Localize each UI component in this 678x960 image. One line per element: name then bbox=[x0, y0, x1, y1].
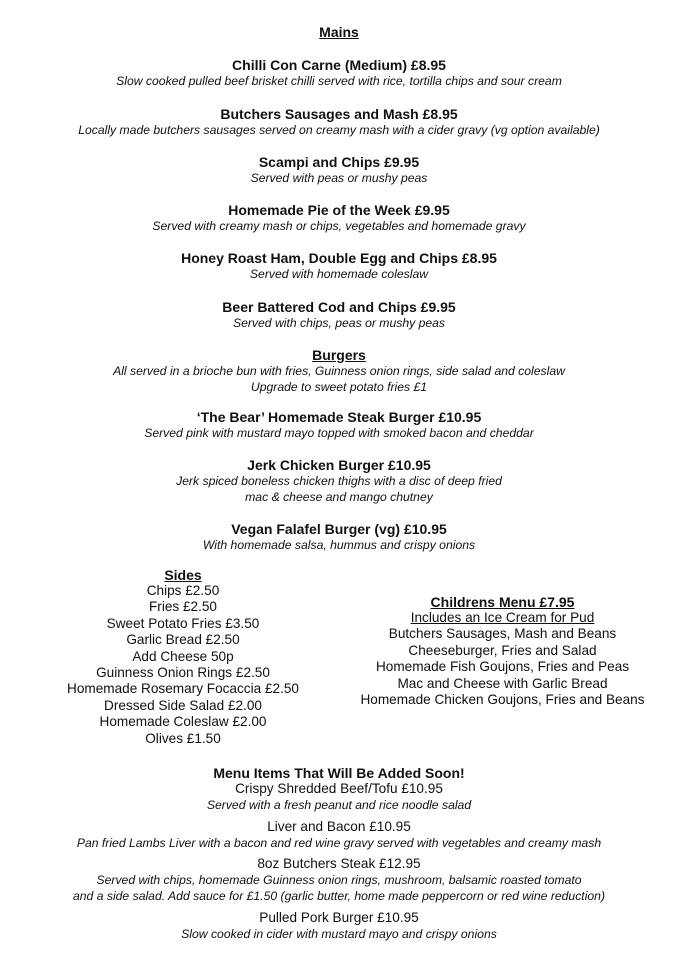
main-item-desc: Served with creamy mash or chips, vegetables and homemade gravy bbox=[152, 219, 526, 233]
soon-item bbox=[0, 819, 678, 851]
soon-item-desc: Slow cooked in cider with mustard mayo and crispy onions bbox=[181, 927, 497, 942]
burger-item-title: Vegan Falafel Burger (vg) £10.95 bbox=[231, 521, 447, 537]
childrens-item: Butchers Sausages, Mash and Beans bbox=[388, 626, 617, 642]
side-item: Olives £1.50 bbox=[145, 730, 221, 746]
burger-item-title: Jerk Chicken Burger £10.95 bbox=[247, 457, 431, 473]
soon-heading: Menu Items That Will Be Added Soon! bbox=[213, 765, 465, 781]
burger-item bbox=[0, 409, 678, 441]
soon-item bbox=[0, 856, 678, 904]
soon-item-title: Liver and Bacon £10.95 bbox=[267, 819, 411, 834]
burger-item-desc: mac & cheese and mango chutney bbox=[245, 490, 433, 504]
burgers-intro-line: Upgrade to sweet potato fries £1 bbox=[250, 380, 428, 394]
main-item-desc: Served with homemade coleslaw bbox=[249, 267, 429, 281]
childrens-item: Homemade Fish Goujons, Fries and Peas bbox=[375, 659, 630, 675]
sides-section bbox=[48, 567, 318, 747]
main-item-desc: Locally made butchers sausages served on creamy mash with a cider gravy (vg option available) bbox=[78, 123, 600, 137]
childrens-item: Homemade Chicken Goujons, Fries and Beans bbox=[360, 692, 645, 708]
childrens-note: Includes an Ice Cream for Pud bbox=[410, 610, 595, 625]
main-item-title: Scampi and Chips £9.95 bbox=[258, 154, 420, 170]
main-item-title: Chilli Con Carne (Medium) £8.95 bbox=[232, 57, 446, 73]
side-item: Guinness Onion Rings £2.50 bbox=[96, 665, 270, 681]
childrens-section bbox=[345, 594, 660, 708]
mains-heading: Mains bbox=[319, 24, 359, 40]
main-item-title: Butchers Sausages and Mash £8.95 bbox=[220, 106, 458, 122]
main-item-desc: Served with chips, peas or mushy peas bbox=[232, 316, 446, 330]
soon-section bbox=[0, 765, 678, 813]
side-item: Garlic Bread £2.50 bbox=[126, 632, 240, 648]
main-item bbox=[0, 57, 678, 89]
soon-item-desc: Pan fried Lambs Liver with a bacon and red wine gravy served with vegetables and creamy mash bbox=[76, 836, 602, 851]
main-item-desc: Served with peas or mushy peas bbox=[250, 171, 428, 185]
burger-item-title: ‘The Bear’ Homemade Steak Burger £10.95 bbox=[196, 409, 482, 425]
side-item: Homemade Coleslaw £2.00 bbox=[99, 714, 267, 730]
childrens-item: Cheeseburger, Fries and Salad bbox=[408, 642, 597, 658]
burger-item-desc: Served pink with mustard mayo topped with smoked bacon and cheddar bbox=[144, 426, 534, 440]
burger-item-desc: Jerk spiced boneless chicken thighs with a disc of deep fried bbox=[176, 474, 502, 488]
main-item bbox=[0, 299, 678, 331]
sides-heading: Sides bbox=[164, 567, 202, 583]
soon-item bbox=[0, 910, 678, 942]
soon-item-title: 8oz Butchers Steak £12.95 bbox=[257, 856, 421, 871]
side-item: Dressed Side Salad £2.00 bbox=[104, 697, 262, 713]
side-item: Chips £2.50 bbox=[146, 583, 220, 598]
main-item-desc: Slow cooked pulled beef brisket chilli served with rice, tortilla chips and sour cream bbox=[116, 74, 562, 88]
soon-item-desc: and a side salad. Add sauce for £1.50 (garlic butter, home made peppercorn or red wine reduction) bbox=[72, 889, 606, 904]
main-item-title: Beer Battered Cod and Chips £9.95 bbox=[222, 299, 456, 315]
main-item bbox=[0, 106, 678, 138]
soon-item-title: Pulled Pork Burger £10.95 bbox=[259, 910, 419, 925]
burger-item bbox=[0, 457, 678, 505]
soon-item-title: Crispy Shredded Beef/Tofu £10.95 bbox=[235, 781, 443, 796]
side-item: Sweet Potato Fries £3.50 bbox=[106, 615, 260, 631]
childrens-item: Mac and Cheese with Garlic Bread bbox=[397, 675, 608, 691]
main-item bbox=[0, 250, 678, 282]
burgers-section bbox=[0, 347, 678, 395]
main-item-title: Honey Roast Ham, Double Egg and Chips £8.95 bbox=[181, 250, 497, 266]
main-item bbox=[0, 154, 678, 186]
side-item: Homemade Rosemary Focaccia £2.50 bbox=[67, 681, 299, 697]
soon-item-desc: Served with a fresh peanut and rice noodle salad bbox=[206, 798, 472, 813]
side-item: Fries £2.50 bbox=[148, 599, 217, 615]
main-item bbox=[0, 202, 678, 234]
side-item: Add Cheese 50p bbox=[132, 648, 234, 664]
main-item-title: Homemade Pie of the Week £9.95 bbox=[228, 202, 450, 218]
soon-item-desc: Served with chips, homemade Guinness onion rings, mushroom, balsamic roasted tomato bbox=[96, 873, 582, 888]
burgers-heading: Burgers bbox=[312, 347, 366, 363]
burger-item bbox=[0, 521, 678, 553]
childrens-heading: Childrens Menu £7.95 bbox=[430, 594, 575, 610]
burger-item-desc: With homemade salsa, hummus and crispy onions bbox=[202, 538, 476, 552]
burgers-intro-line: All served in a brioche bun with fries, Guinness onion rings, side salad and coleslaw bbox=[113, 364, 565, 378]
